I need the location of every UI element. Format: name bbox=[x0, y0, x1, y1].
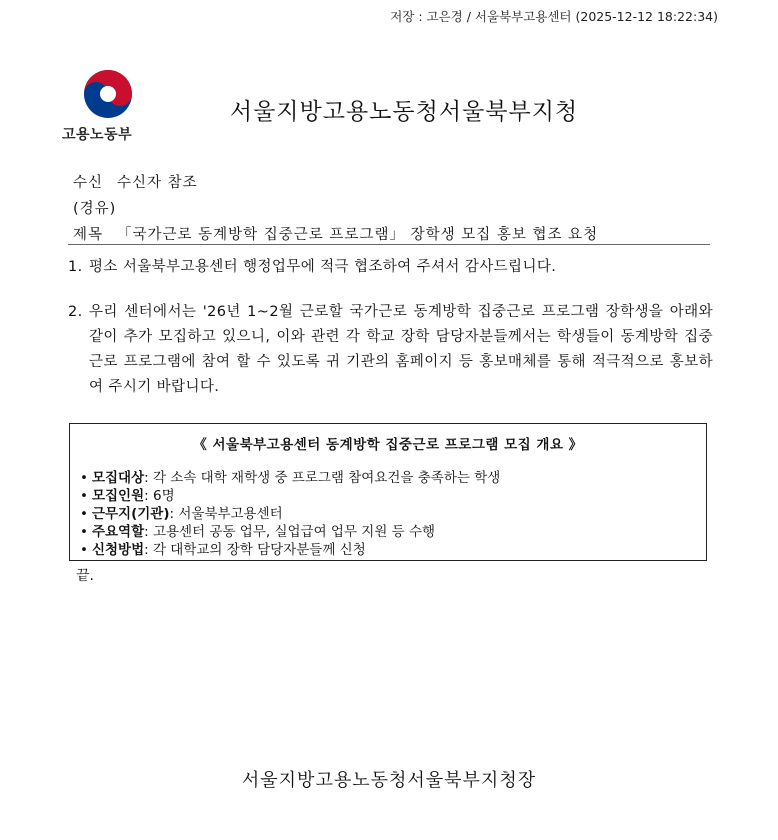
save-info: 저장 : 고은경 / 서울북부고용센터 (2025-12-12 18:22:34) bbox=[390, 9, 718, 24]
list-item bbox=[80, 541, 706, 559]
recipient-value: 수신자 참조 bbox=[117, 175, 198, 191]
header-divider bbox=[68, 244, 710, 245]
recipient-label: 수신 bbox=[73, 175, 104, 191]
paragraph-number: 1. bbox=[68, 259, 83, 275]
item-value: : 서울북부고용센터 bbox=[169, 506, 283, 522]
end-mark: 끝. bbox=[76, 568, 94, 584]
subject-value: 「국가근로 동계방학 집중근로 프로그램」 장학생 모집 홍보 협조 요청 bbox=[117, 227, 599, 243]
subject-line bbox=[73, 223, 598, 244]
recruitment-summary-box bbox=[69, 423, 707, 561]
org-title bbox=[0, 93, 778, 126]
item-label: 근무지(기관) bbox=[91, 506, 170, 522]
item-label: 주요역할 bbox=[91, 524, 145, 540]
list-item bbox=[80, 469, 706, 487]
paragraph-1 bbox=[68, 255, 713, 280]
item-label: 모집인원 bbox=[91, 488, 145, 504]
paragraph-2 bbox=[68, 300, 713, 400]
org-title-text: 서울지방고용노동청서울북부지청 bbox=[229, 99, 579, 125]
recipient-line bbox=[73, 171, 198, 192]
via-line bbox=[73, 197, 116, 218]
paragraph-number: 2. bbox=[68, 304, 83, 320]
logo-text: 고용노동부 bbox=[62, 127, 133, 143]
item-value: : 각 대학교의 장학 담당자분들께 신청 bbox=[144, 542, 366, 558]
bullet: • bbox=[80, 506, 88, 522]
bullet: • bbox=[80, 470, 88, 486]
paragraph-text: 우리 센터에서는 '26년 1~2월 근로할 국가근로 동계방학 집중근로 프로그램 장학생을 아래와 같이 추가 모집하고 있으니, 이와 관련 각 학교 장학 담당자분들께서는 학생들이 동계방학 집중근로 프로그램에 참여 할 수 있도록 귀 기관의 홈페이지 등 홍보매체를 통해 적극적으로 홍보하여 주시기 바랍니다. bbox=[89, 304, 713, 395]
bullet: • bbox=[80, 524, 88, 540]
paragraph-text: 평소 서울북부고용센터 행정업무에 적극 협조하여 주셔서 감사드립니다. bbox=[89, 259, 557, 275]
bullet: • bbox=[80, 488, 88, 504]
list-item bbox=[80, 505, 706, 523]
list-item bbox=[80, 487, 706, 505]
item-value: : 각 소속 대학 재학생 중 프로그램 참여요건을 충족하는 학생 bbox=[144, 470, 501, 486]
subject-label: 제목 bbox=[73, 227, 104, 243]
list-item bbox=[80, 523, 706, 541]
item-label: 모집대상 bbox=[91, 470, 145, 486]
item-value: : 6명 bbox=[144, 488, 175, 504]
bullet: • bbox=[80, 542, 88, 558]
via-text: (경유) bbox=[73, 201, 117, 217]
box-title: 《 서울북부고용센터 동계방학 집중근로 프로그램 모집 개요 》 bbox=[193, 437, 583, 453]
item-label: 신청방법 bbox=[91, 542, 145, 558]
item-value: : 고용센터 공동 업무, 실업급여 업무 지원 등 수행 bbox=[144, 524, 436, 540]
signature: 서울지방고용노동청서울북부지청장 bbox=[241, 770, 537, 791]
summary-list bbox=[80, 469, 706, 559]
